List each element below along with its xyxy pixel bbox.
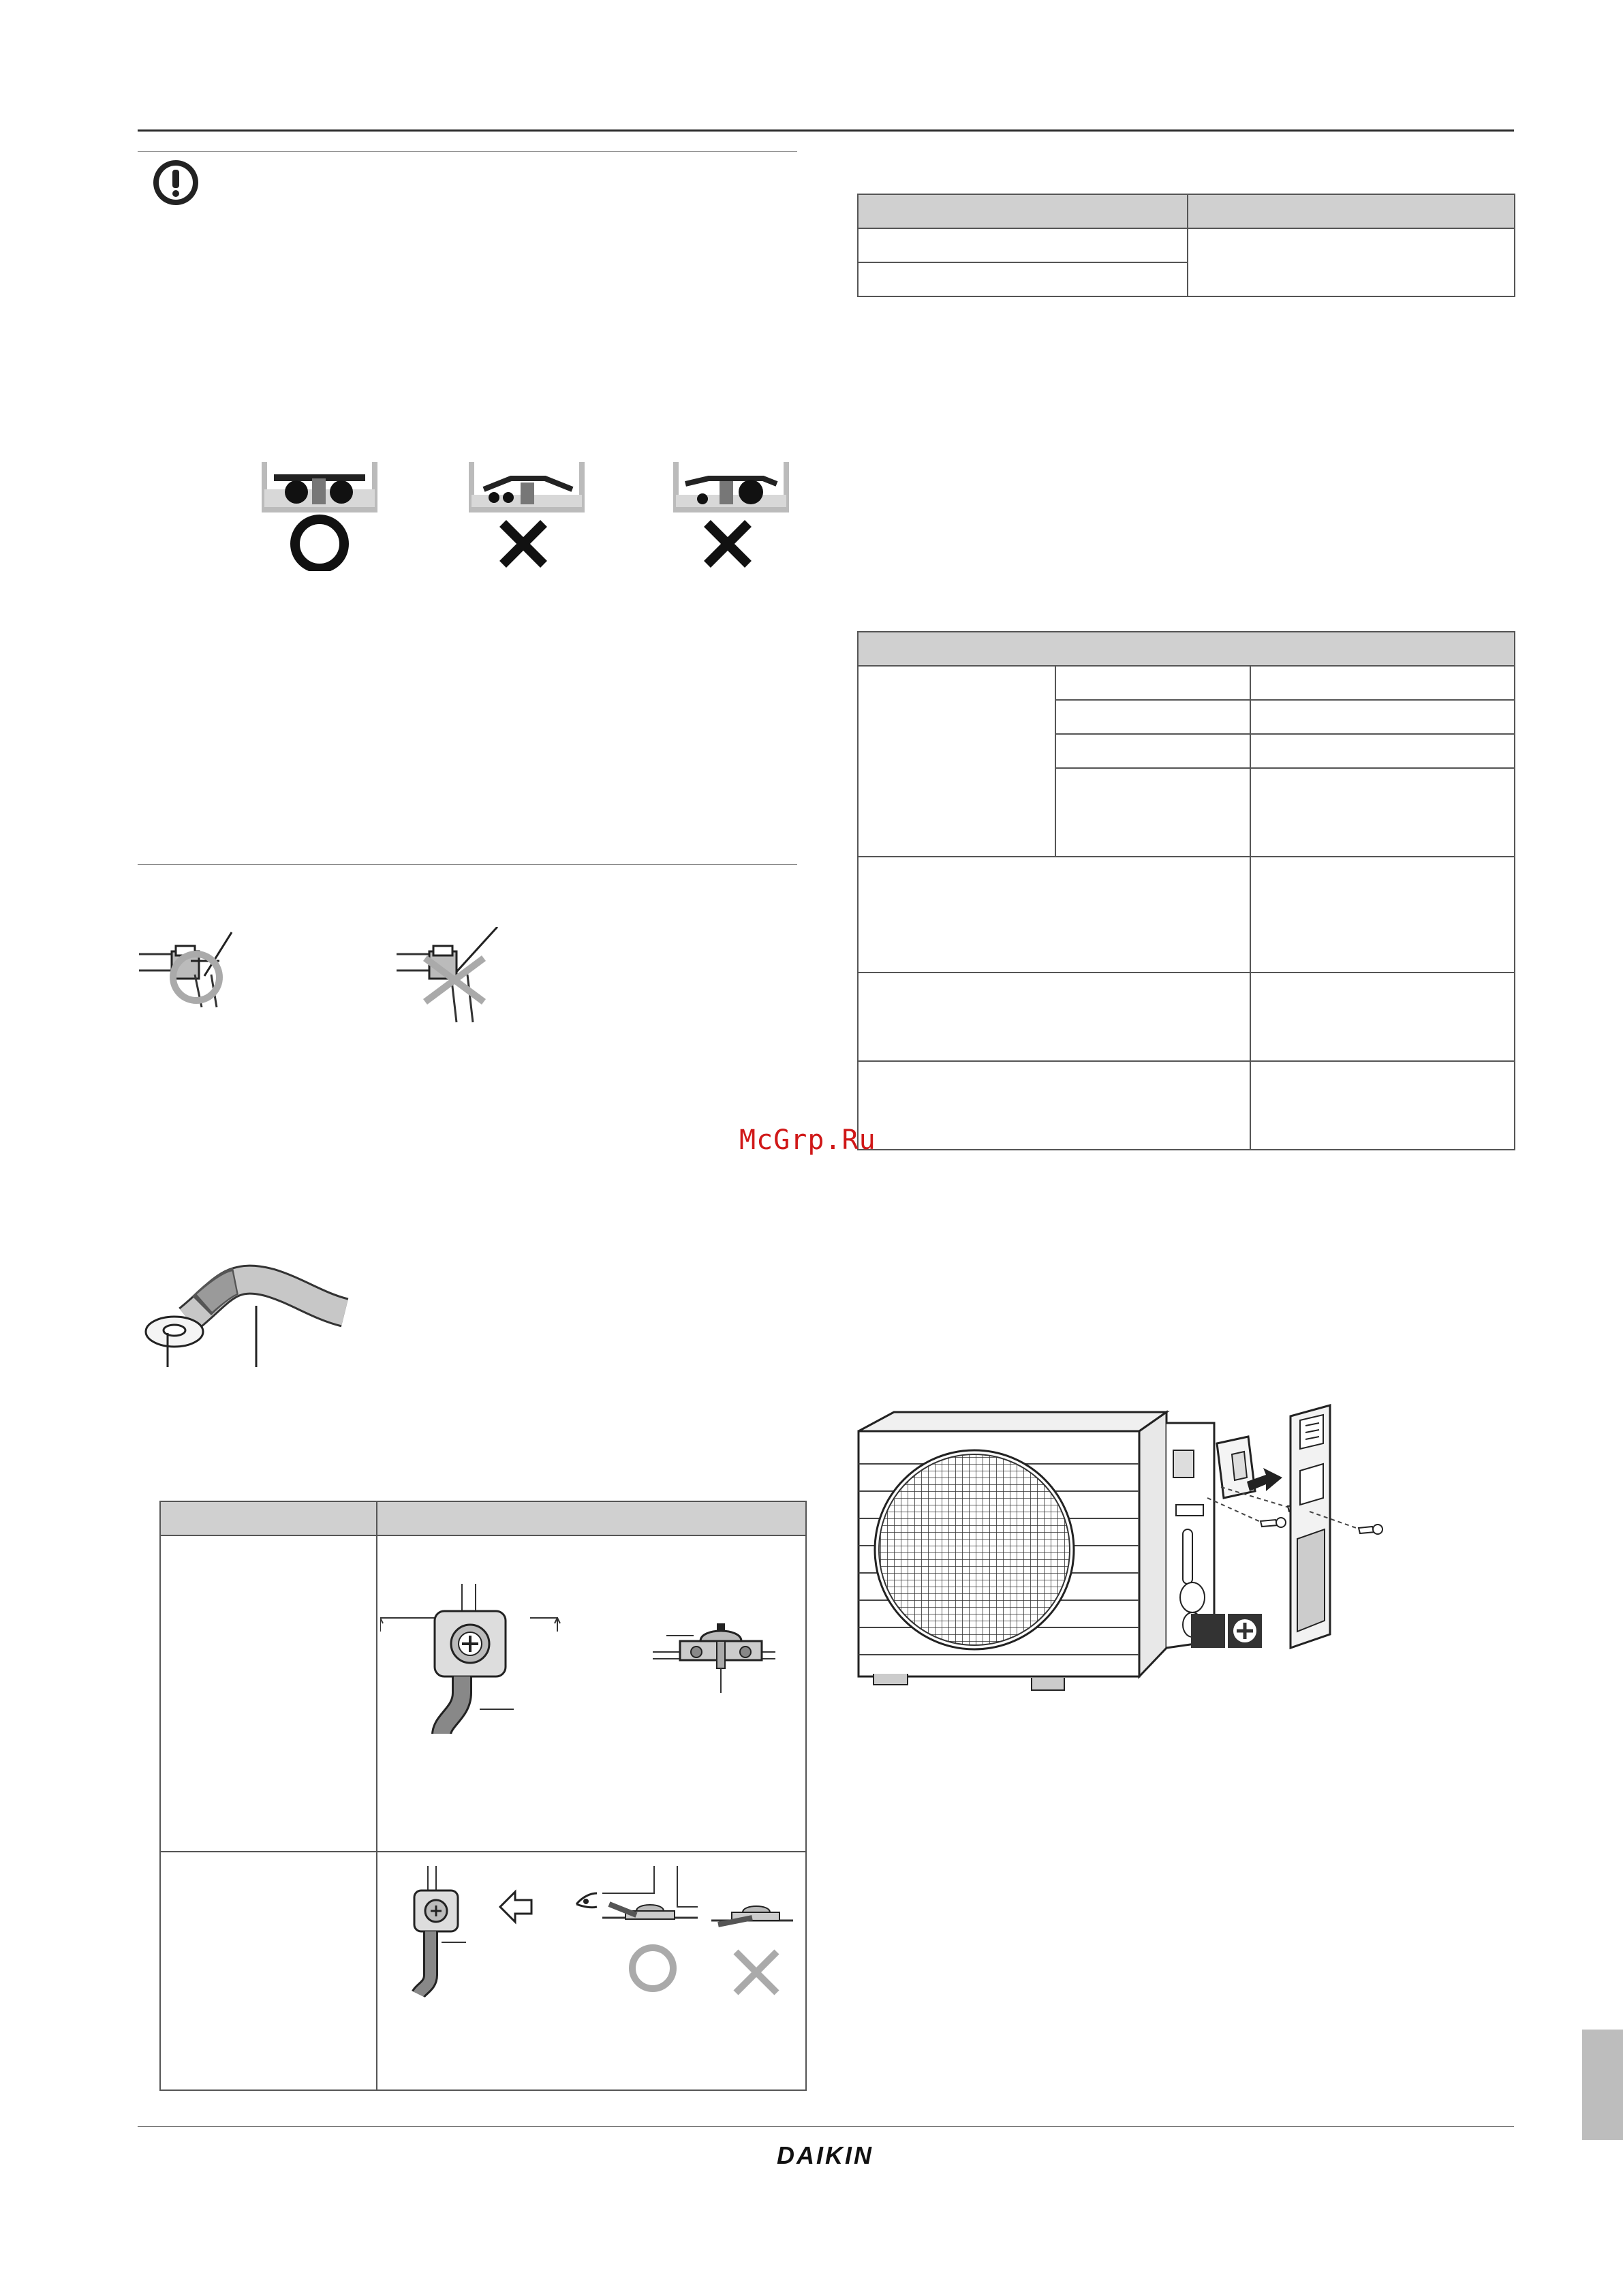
table-cell [1250, 734, 1515, 768]
table-cell [377, 1535, 806, 1852]
section-side-tab [1582, 2030, 1623, 2140]
table-cell [1250, 666, 1515, 700]
screw-terminal-figure [380, 1557, 803, 1734]
table-header-cell [858, 194, 1188, 228]
table-cell [160, 1852, 377, 2090]
arrow-left-icon [500, 1892, 531, 1922]
wire-clamp-figure [136, 927, 518, 1036]
daikin-logo: DAIKIN [777, 2141, 874, 2169]
table-cell [1055, 666, 1250, 700]
table-cell [1250, 700, 1515, 734]
table-cell [858, 228, 1188, 262]
top-rule [138, 129, 1514, 132]
table-cell [1055, 768, 1250, 857]
screw-terminal-check-figure [398, 1866, 807, 2016]
cross-wrong-icon [503, 523, 544, 564]
ring-terminal-figure [134, 1258, 358, 1367]
table-cell [1250, 973, 1515, 1061]
table-cell [1188, 228, 1515, 296]
terminal-correct [264, 462, 375, 510]
terminal-tightening-table [159, 1501, 807, 2091]
table-cell [858, 1061, 1250, 1150]
outdoor-unit-figure [853, 1396, 1439, 1709]
table-header-cell [160, 1501, 377, 1535]
exclamation-circle-icon [151, 158, 200, 207]
table-cell [858, 666, 1055, 857]
cross-wrong-icon [707, 523, 748, 564]
phillips-screwdriver-icon [1191, 1614, 1225, 1648]
table-cell [858, 973, 1250, 1061]
table-header-cell [1188, 194, 1515, 228]
table-cell [160, 1535, 377, 1852]
terminal-wrong-2 [676, 462, 786, 510]
watermark: McGrp.Ru [739, 1124, 876, 1156]
clamp-wrong [397, 927, 497, 1022]
table-cell [858, 262, 1188, 296]
table-cell [1055, 700, 1250, 734]
table-header-cell [377, 1501, 806, 1535]
terminal-misaligned [711, 1906, 793, 1925]
table-header-cell [858, 632, 1515, 666]
circle-correct-icon [295, 519, 344, 568]
spec-table-large [857, 631, 1515, 1150]
table-cell [1250, 857, 1515, 973]
left-section-rule-2 [138, 864, 797, 865]
cross-wrong-icon [736, 1952, 777, 1993]
left-section-rule-1 [138, 151, 797, 152]
table-cell [1250, 1061, 1515, 1150]
terminal-connection-figure [259, 455, 804, 571]
table-cell [377, 1852, 806, 2090]
table-cell [858, 857, 1250, 973]
terminal-wrong-1 [472, 462, 582, 510]
bottom-rule [138, 2126, 1514, 2127]
clamp-correct [139, 932, 232, 1007]
table-cell [1250, 768, 1515, 857]
table-cell [1055, 734, 1250, 768]
spec-table-small [857, 194, 1515, 297]
circle-correct-icon [632, 1948, 673, 1989]
screw-side-view [653, 1623, 775, 1693]
